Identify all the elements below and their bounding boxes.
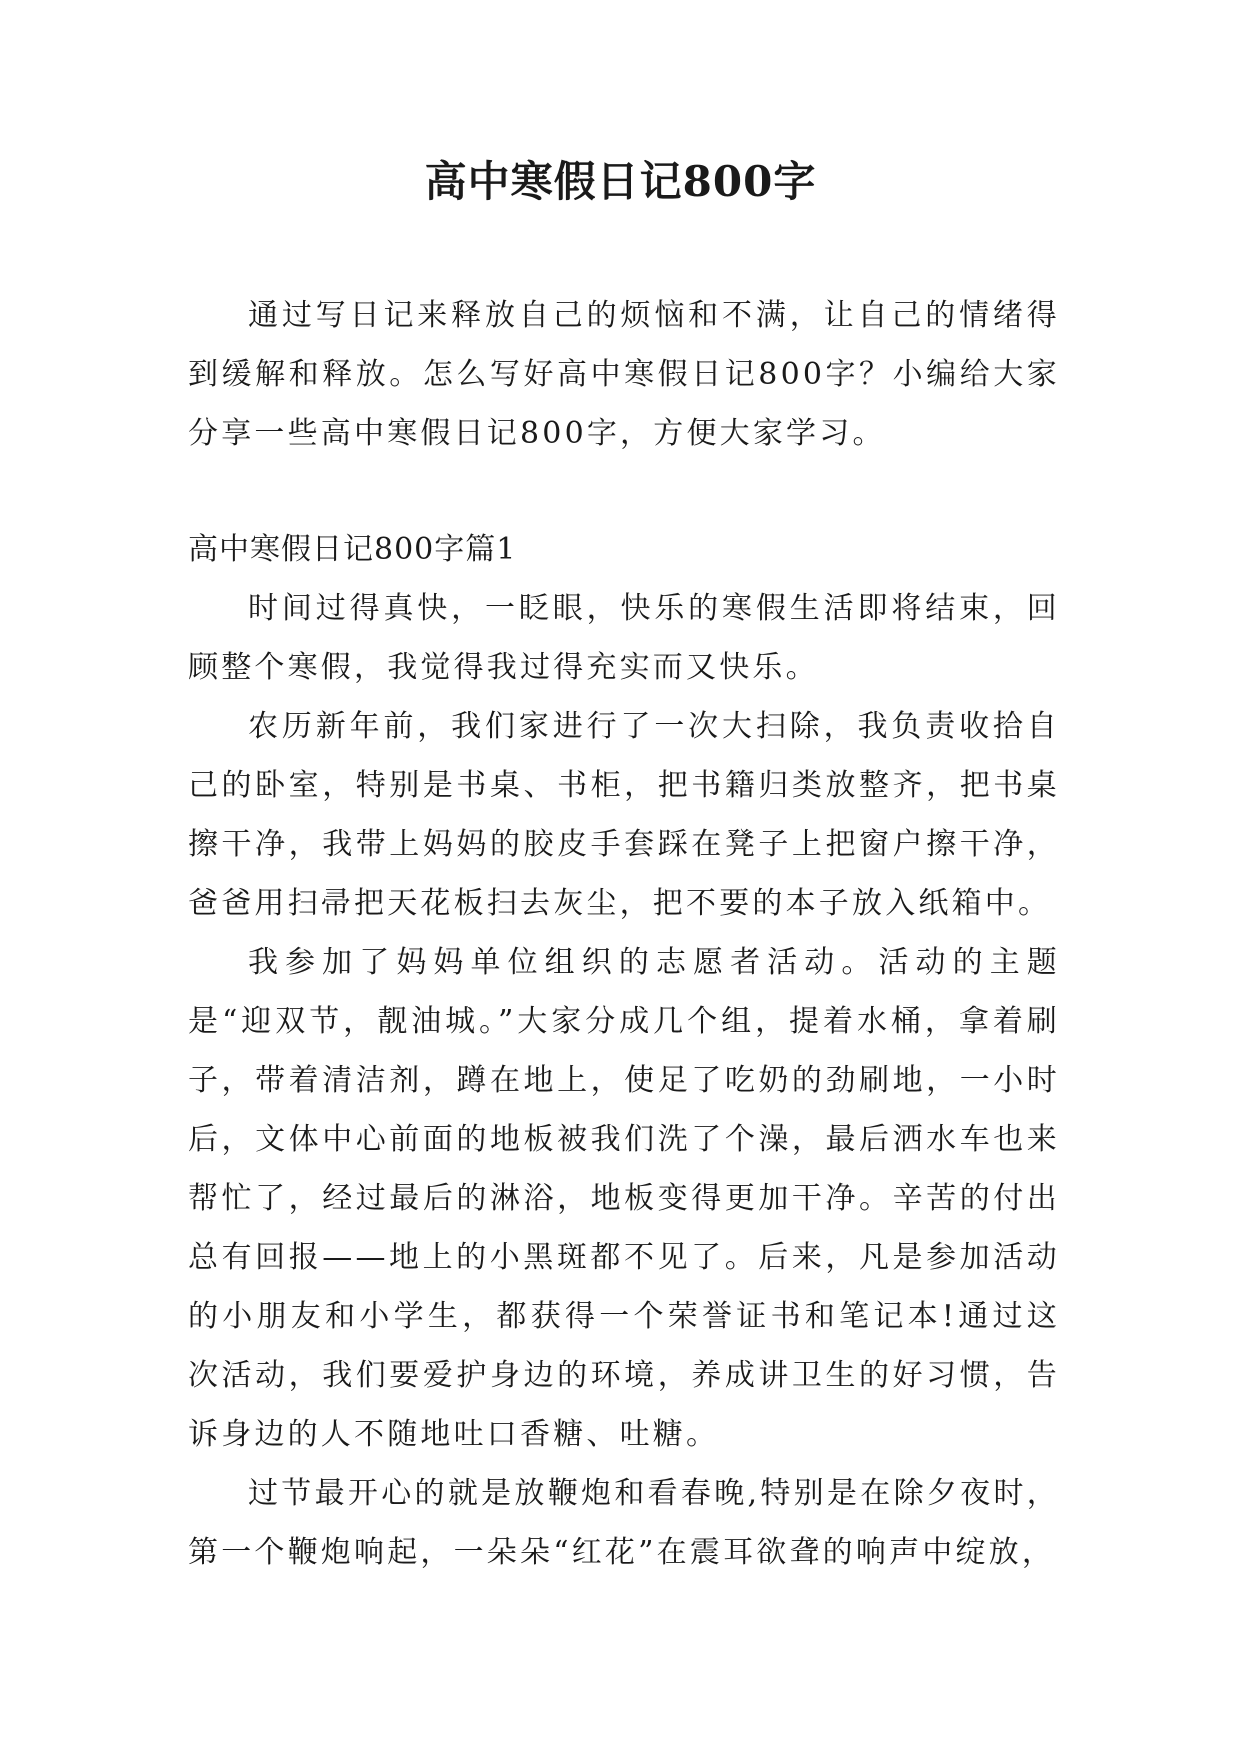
body-paragraph: 农历新年前，我们家进行了一次大扫除，我负责收拾自己的卧室，特别是书桌、书柜，把书籍归类放整齐，把书桌擦干净，我带上妈妈的胶皮手套踩在凳子上把窗户擦干净，爸爸用扫帚把天花板扫去灰尘，把不要的本子放入纸箱中。 [188, 709, 1060, 921]
intro-paragraph: 通过写日记来释放自己的烦恼和不满，让自己的情绪得到缓解和释放。怎么写好高中寒假日记800字？小编给大家分享一些高中寒假日记800字，方便大家学习。 [188, 298, 1060, 451]
body-paragraph: 我参加了妈妈单位组织的志愿者活动。活动的主题是“迎双节，靓油城。”大家分成几个组，提着水桶，拿着刷子，带着清洁剂，蹲在地上，使足了吃奶的劲刷地，一小时后，文体中心前面的地板被我们洗了个澡，最后洒水车也来帮忙了，经过最后的淋浴，地板变得更加干净。辛苦的付出总有回报——地上的小黑斑都不见了。后来，凡是参加活动的小朋友和小学生，都获得一个荣誉证书和笔记本!通过这次活动，我们要爱护身边的环境，养成讲卫生的好习惯，告诉身边的人不随地吐口香糖、吐糖。 [188, 945, 1060, 1452]
body-paragraph: 过节最开心的就是放鞭炮和看春晚,特别是在除夕夜时，第一个鞭炮响起，一朵朵“红花”在震耳欲聋的响声中绽放， [188, 1476, 1060, 1570]
body-paragraph: 时间过得真快，一眨眼，快乐的寒假生活即将结束，回顾整个寒假，我觉得我过得充实而又快乐。 [188, 591, 1060, 685]
document-title: 高中寒假日记800字 [424, 157, 817, 206]
section-heading: 高中寒假日记800字篇1 [188, 532, 517, 567]
document-body [188, 286, 1060, 1582]
